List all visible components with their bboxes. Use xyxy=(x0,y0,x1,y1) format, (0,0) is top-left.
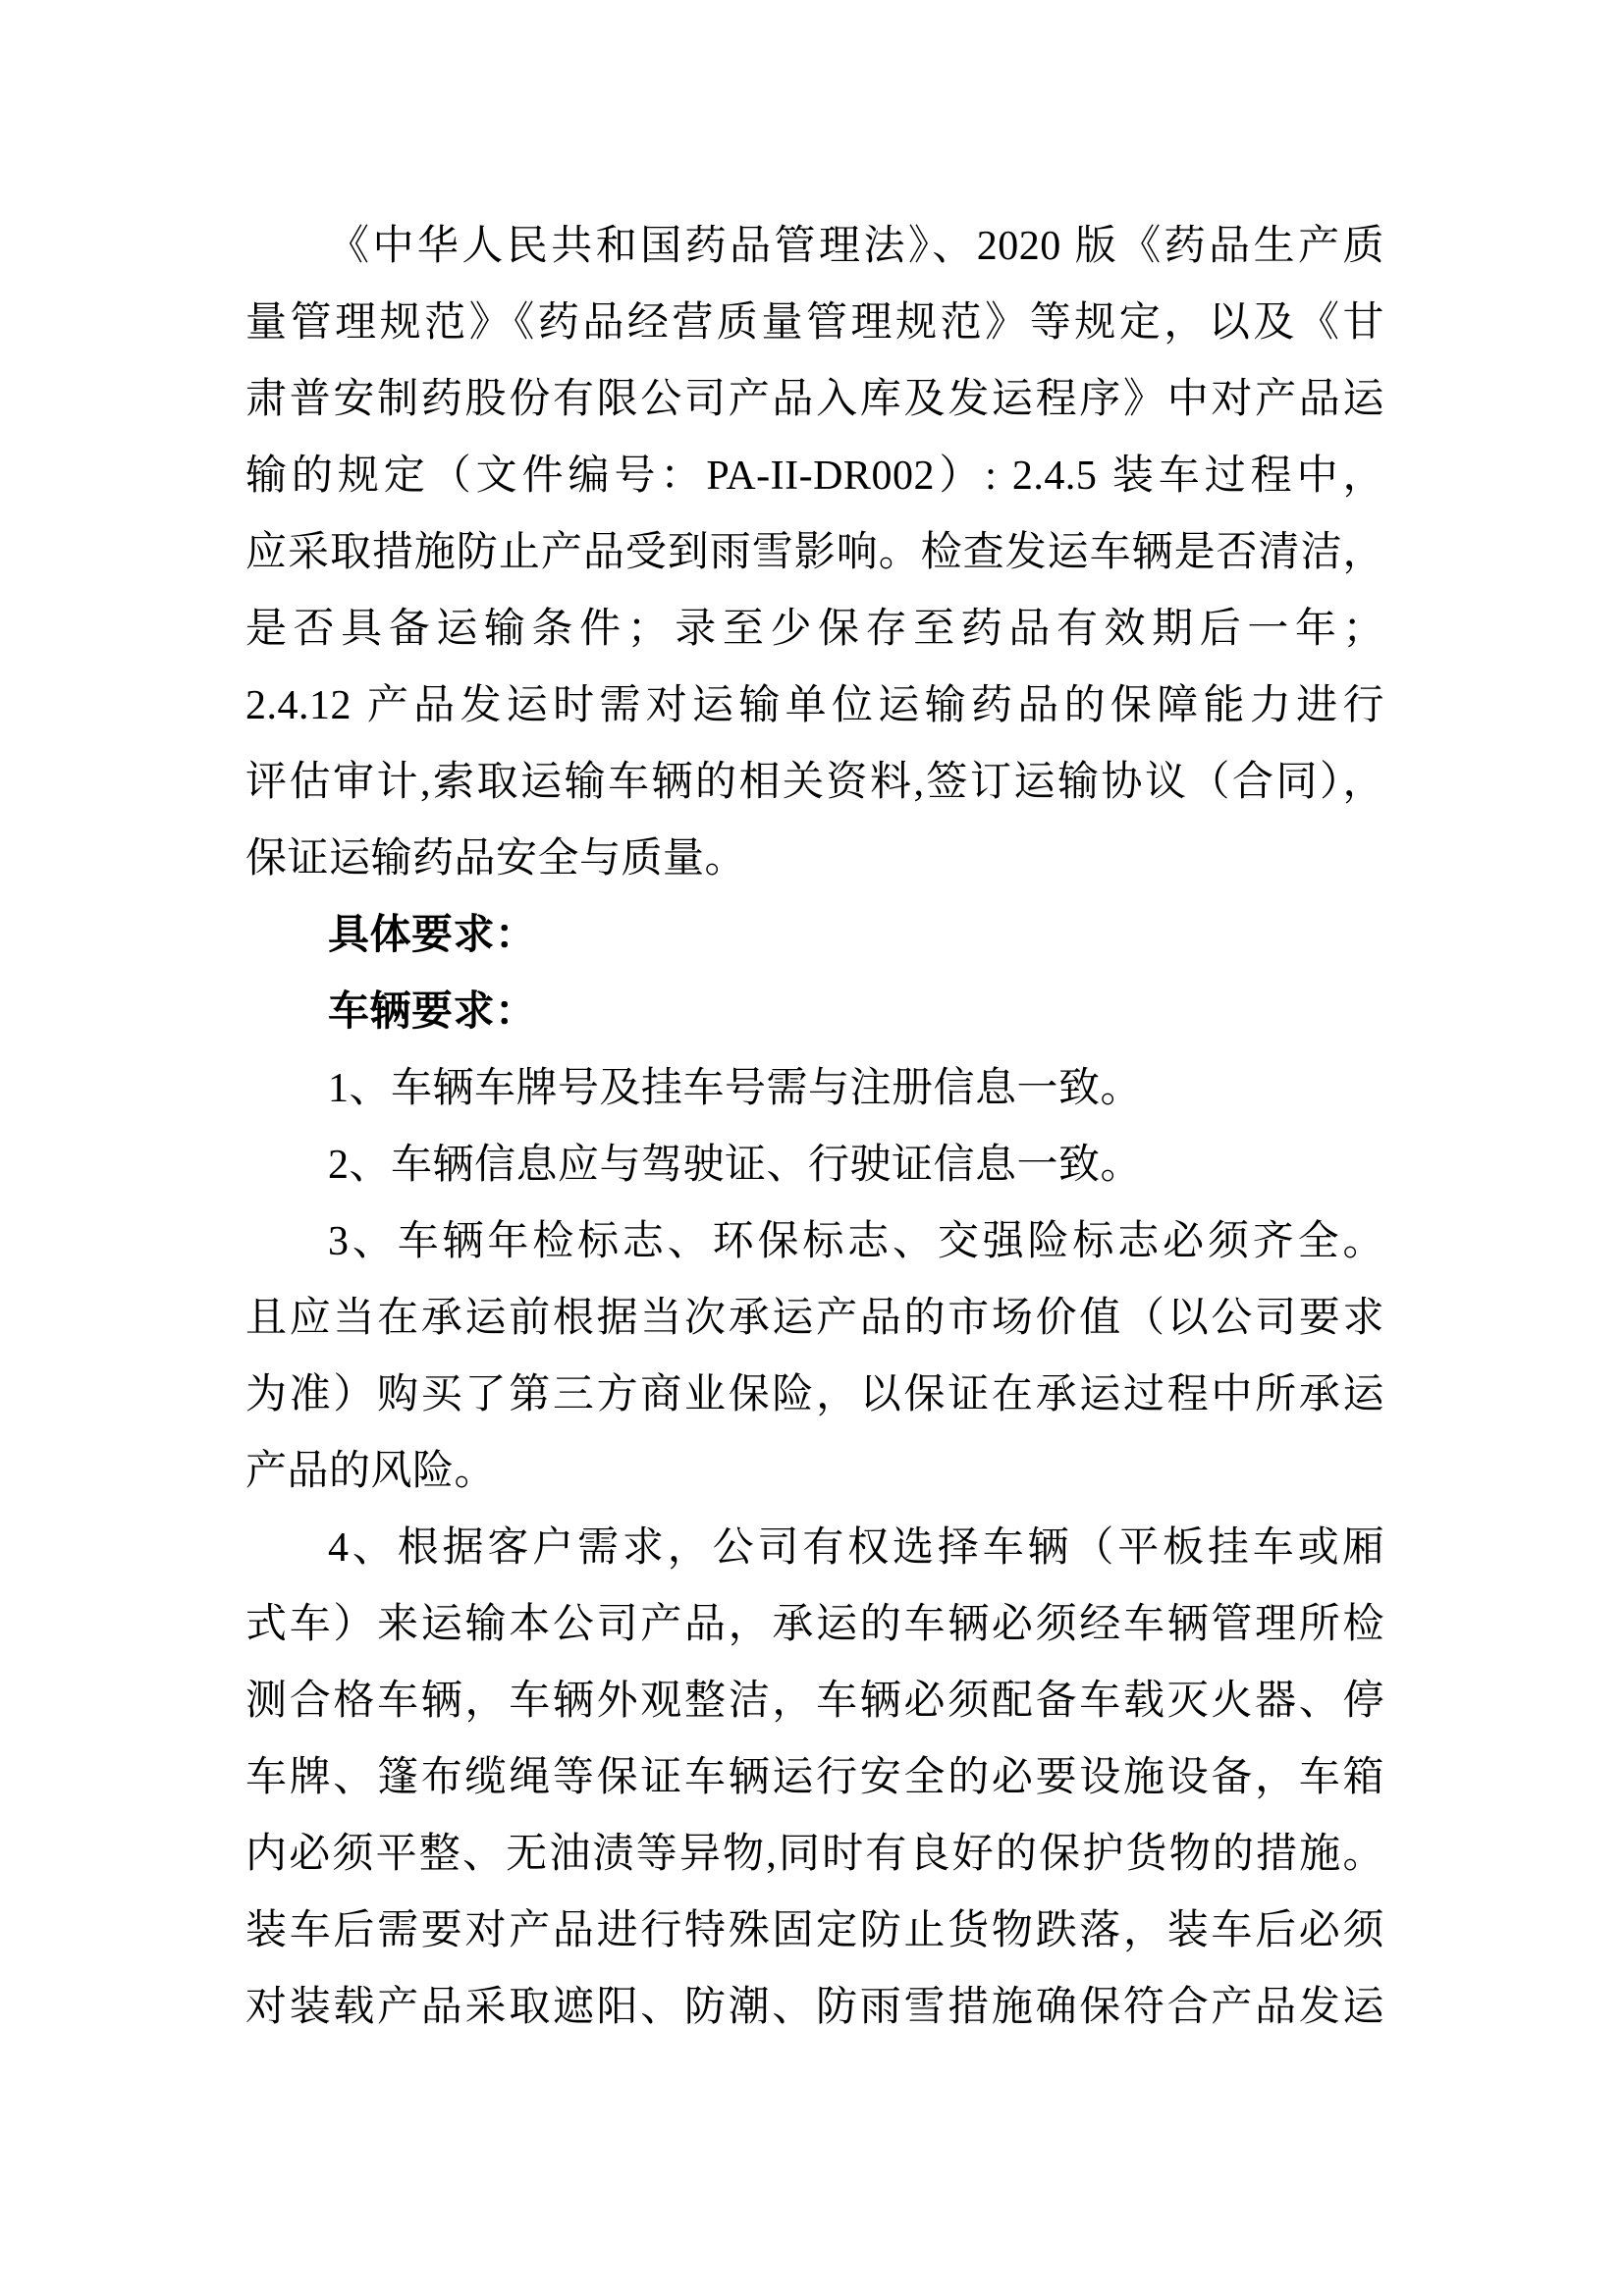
text-line: 量管理规范》《药品经营质量管理规范》等规定，以及《甘 xyxy=(245,300,1384,346)
text-line: 输的规定（文件编号：PA-II-DR002）: 2.4.5 装车过程中， xyxy=(245,454,1384,499)
text-line: 评估审计,索取运输车辆的相关资料,签订运输协议（合同）， xyxy=(245,760,1384,805)
document-body xyxy=(245,208,1384,2046)
text-line: 4、根据客户需求，公司有权选择车辆（平板挂车或厢 xyxy=(328,1525,1384,1571)
text-line: 内必须平整、无油渍等异物,同时有良好的保护货物的措施。 xyxy=(245,1832,1384,1877)
text-line: 产品的风险。 xyxy=(245,1449,497,1494)
text-line: 具体要求： xyxy=(328,913,537,958)
text-line: 应采取措施防止产品受到雨雪影响。检查发运车辆是否清洁， xyxy=(245,530,1384,575)
text-line: 测合格车辆，车辆外观整洁，车辆必须配备车载灭火器、停 xyxy=(245,1679,1384,1724)
text-line: 装车后需要对产品进行特殊固定防止货物跌落，装车后必须 xyxy=(245,1908,1384,1953)
text-line: 车辆要求： xyxy=(328,989,537,1035)
text-line: 2、车辆信息应与驾驶证、行驶证信息一致。 xyxy=(328,1143,1143,1188)
text-line: 车牌、篷布缆绳等保证车辆运行安全的必要设施设备，车箱 xyxy=(245,1755,1384,1800)
text-line: 式车）来运输本公司产品，承运的车辆必须经车辆管理所检 xyxy=(245,1602,1384,1647)
text-line: 且应当在承运前根据当次承运产品的市场价值（以公司要求 xyxy=(245,1296,1384,1341)
text-line: 肃普安制药股份有限公司产品入库及发运程序》中对产品运 xyxy=(245,377,1384,422)
text-line: 《中华人民共和国药品管理法》、2020 版《药品生产质 xyxy=(328,224,1384,269)
text-line: 保证运输药品安全与质量。 xyxy=(245,836,747,881)
text-line: 1、车辆车牌号及挂车号需与注册信息一致。 xyxy=(328,1066,1143,1111)
text-line: 3、车辆年检标志、环保标志、交强险标志必须齐全。 xyxy=(328,1219,1384,1264)
text-line: 是否具备运输条件；录至少保存至药品有效期后一年； xyxy=(245,607,1384,652)
text-line: 为准）购买了第三方商业保险，以保证在承运过程中所承运 xyxy=(245,1372,1384,1417)
text-line: 对装载产品采取遮阳、防潮、防雨雪措施确保符合产品发运 xyxy=(245,1985,1384,2030)
text-line: 2.4.12 产品发运时需对运输单位运输药品的保障能力进行 xyxy=(245,683,1384,728)
